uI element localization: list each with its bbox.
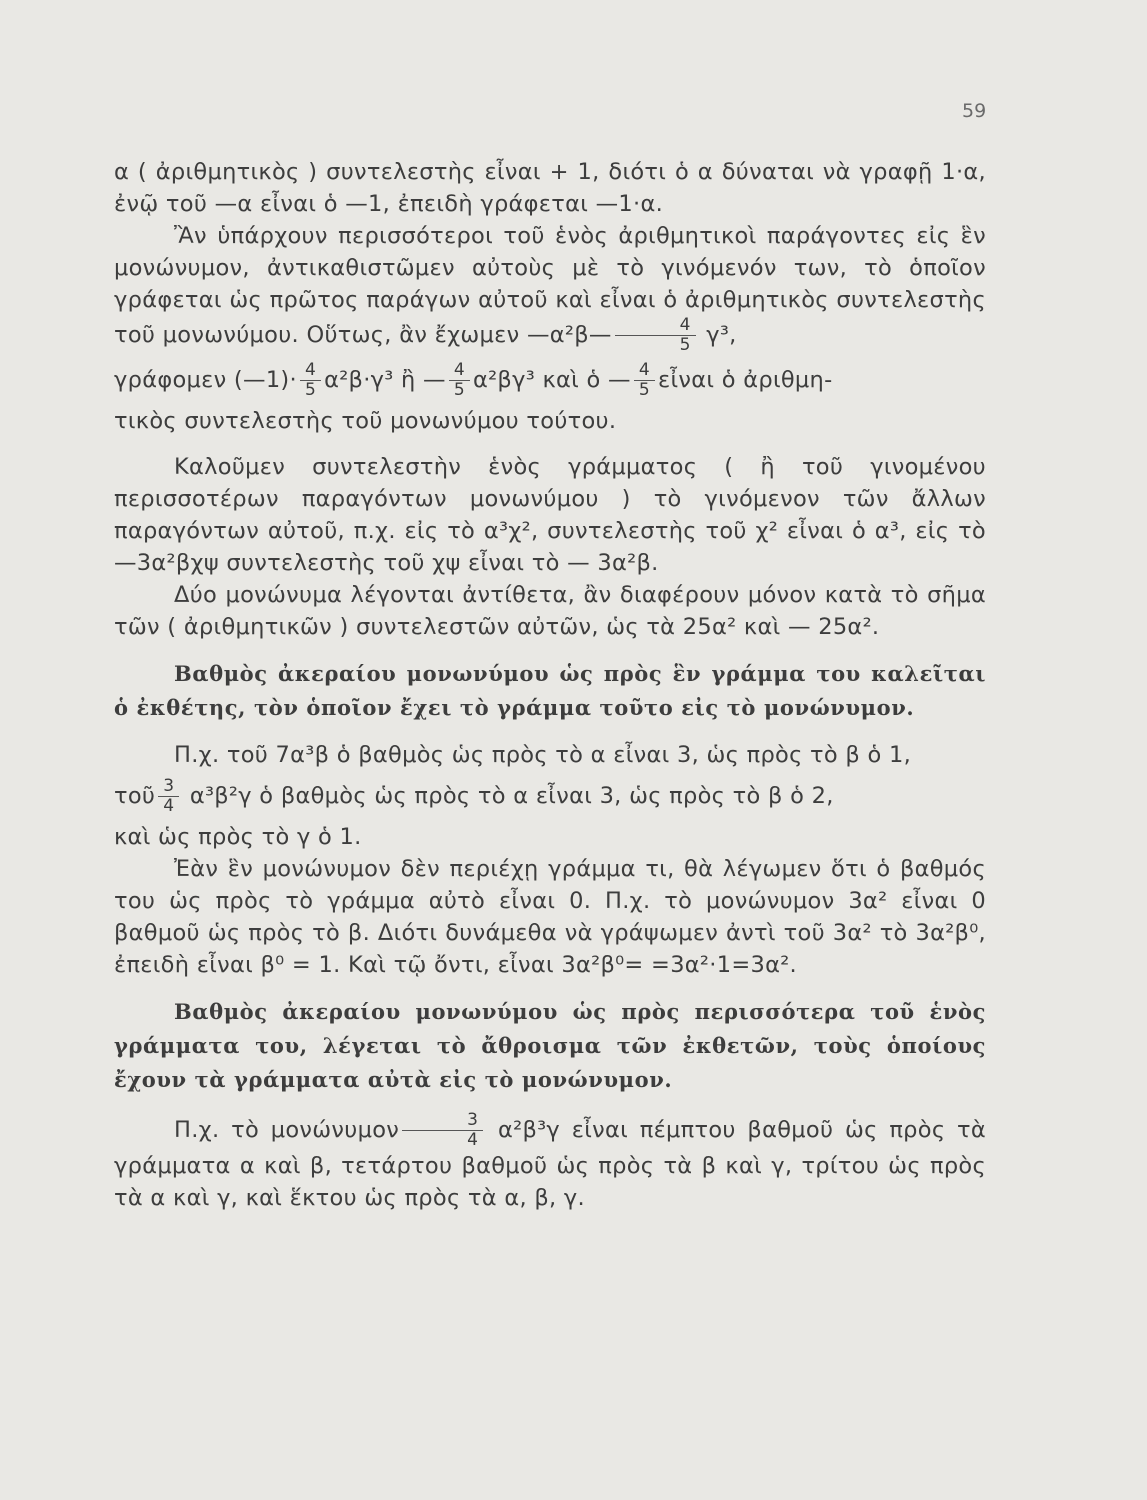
tou-word: τοῦ: [114, 783, 156, 809]
paragraph-7: Ἐὰν ἓν μονώνυμον δὲν περιέχῃ γράμμα τι, θὰ λέγωμεν ὅτι ὁ βαθμός του ὡς πρὸς τὸ γράμμα αὐτὸ εἶναι 0. Π.χ. τὸ μονώνυμον 3α² εἶναι 0 βαθμοῦ ὡς πρὸς τὸ β. Διότι δυνάμεθα νὰ γράψωμεν ἀντὶ τοῦ 3α² τὸ 3α²β⁰, ἐπειδὴ εἶναι β⁰ = 1. Καὶ τῷ ὄντι, εἶναι 3α²β⁰= =3α²·1=3α².: [114, 856, 986, 978]
paragraph-6: Π.χ. τοῦ 7α³β ὁ βαθμὸς ὡς πρὸς τὸ α εἶναι 3, ὡς πρὸς τὸ β ὁ 1,: [174, 742, 912, 768]
fraction-denominator: 5: [453, 380, 465, 400]
fraction-denominator: 4: [467, 1130, 479, 1150]
fraction-3-4: [158, 777, 179, 816]
fraction-numerator: 4: [449, 361, 470, 381]
definition-degree-multiple: Βαθμὸς ἀκεραίου μονωνύμου ὡς πρὸς περισσότερα τοῦ ἑνὸς γράμματα του, λέγεται τὸ ἄθροισμα τῶν ἐκθετῶν, τοὺς ὁποίους ἔχουν τὰ γράμματα αὐτὰ εἰς τὸ μονώνυμον.: [114, 999, 986, 1092]
grafomen-part-3: α²βγ³ καὶ ὁ —: [472, 367, 631, 393]
fraction-denominator: 4: [163, 796, 175, 816]
grafomen-part-1: γράφομεν (—1)·: [114, 367, 297, 393]
formula-line-tou: [114, 771, 986, 821]
fraction-numerator: 4: [615, 316, 696, 336]
fraction-denominator: 5: [679, 335, 691, 355]
paragraph-3: Καλοῦμεν συντελεστὴν ἑνὸς γράμματος ( ἢ τοῦ γινομένου περισσοτέρων παραγόντων μονωνύμου ) τὸ γινόμενον τῶν ἄλλων παραγόντων αὐτοῦ, π.χ. εἰς τὸ α³χ², συντελεστὴς τοῦ χ² εἶναι ὁ α³, εἰς τὸ —3α²βχψ συντελεστὴς τοῦ χψ εἶναι τὸ — 3α²β.: [114, 454, 986, 576]
grafomen-part-4: εἶναι ὁ ἀριθμη-: [657, 367, 833, 393]
example-expr-start: —α²β—: [526, 322, 612, 348]
line-kai: καὶ ὡς πρὸς τὸ γ ὁ 1.: [114, 824, 362, 850]
fraction-numerator: 3: [402, 1111, 483, 1131]
definition-degree-single: Βαθμὸς ἀκεραίου μονωνύμου ὡς πρὸς ἓν γράμμα του καλεῖται ὁ ἐκθέτης, τὸν ὁποῖον ἔχει τὸ γράμμα τοῦτο εἰς τὸ μονώνυμον.: [114, 661, 986, 720]
paragraph-9: [114, 1111, 986, 1214]
example-expr-end: γ³,: [706, 322, 737, 348]
paragraph-2-text: Ἂν ὑπάρχουν περισσότεροι τοῦ ἑνὸς ἀριθμητικοὶ παράγοντες εἰς ἓν μονώνυμον, ἀντικαθιστῶμεν αὐτοὺς μὲ τὸ γινόμενόν των, τὸ ὁποῖον γράφεται ὡς πρῶτος παράγων αὐτοῦ καὶ εἶναι ὁ ἀριθμητικὸς συντελεστὴς τοῦ μονωνύμου. Οὕτως, ἂν ἔχωμεν: [114, 223, 986, 348]
paragraph-9-text: Π.χ. τὸ μονώνυμον: [174, 1117, 400, 1143]
fraction-denominator: 5: [304, 380, 317, 400]
fraction-4-5-b: [449, 361, 470, 400]
fraction-numerator: 3: [158, 777, 179, 797]
fraction-3-4-b: [402, 1111, 483, 1150]
grafomen-part-2: α²β·γ³ ἢ —: [324, 367, 446, 393]
paragraph-2: [114, 220, 986, 355]
page-number: 59: [962, 100, 987, 122]
formula-line-grafomen: [114, 355, 986, 405]
paragraph-4: Δύο μονώνυμα λέγονται ἀντίθετα, ἂν διαφέρουν μόνον κατὰ τὸ σῆμα τῶν ( ἀριθμητικῶν ) συντελεστῶν αὐτῶν, ὡς τὰ 25α² καὶ — 25α².: [114, 582, 986, 640]
line-tikos: τικὸς συντελεστὴς τοῦ μονωνύμου τούτου.: [114, 408, 617, 434]
paragraph-1: α ( ἀριθμητικὸς ) συντελεστὴς εἶναι + 1, διότι ὁ α δύναται νὰ γραφῇ 1·α, ἐνῷ τοῦ —α εἶναι ὁ —1, ἐπειδὴ γράφεται —1·α.: [114, 159, 986, 217]
paragraph-9-rest: α²β³γ εἶναι πέμπτου βαθμοῦ ὡς πρὸς τὰ γράμματα α καὶ β, τετάρτου βαθμοῦ ὡς πρὸς τὰ β καὶ γ, τρίτου ὡς πρὸς τὰ α καὶ γ, καὶ ἕκτου ὡς πρὸς τὰ α, β, γ.: [114, 1117, 987, 1211]
fraction-4-5: [615, 316, 696, 355]
fraction-4-5-c: [634, 361, 655, 400]
page-body: [114, 156, 986, 1214]
fraction-numerator: 4: [634, 361, 655, 381]
fraction-numerator: 4: [300, 361, 321, 381]
tou-rest: α³β²γ ὁ βαθμὸς ὡς πρὸς τὸ α εἶναι 3, ὡς πρὸς τὸ β ὁ 2,: [189, 783, 834, 809]
fraction-4-5-a: [300, 361, 321, 400]
fraction-denominator: 5: [638, 380, 650, 400]
